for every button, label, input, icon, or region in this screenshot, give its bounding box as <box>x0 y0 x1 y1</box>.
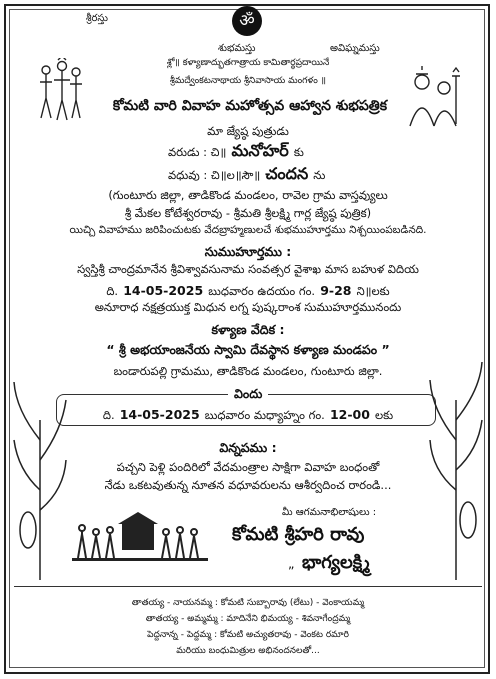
feast-line <box>0 404 496 425</box>
invite-heading: విన్నపము : <box>219 440 277 455</box>
bride-name: చందన <box>265 164 309 183</box>
invitation-title: కోమటి వారి వివాహ మహోత్సవ ఆహ్వాన శుభపత్రిక <box>112 98 388 114</box>
banana-plant-left-icon <box>12 380 68 580</box>
muhurtham-line-2 <box>0 280 496 301</box>
bride-parents: శ్రీ మేకల కోటేశ్వరరావు - శ్రీమతి శ్రీలక్ష్మి గార్ల జ్యేష్ఠ పుత్రిక) <box>124 206 372 220</box>
hosts-intro: మీ ఆగమనాభిలాషులు : <box>282 507 377 518</box>
invite-line-1: పచ్చని పెళ్లి పందిరిలో వేదమంత్రాల సాక్షిగా వివాహ బంధంతో <box>116 460 380 474</box>
banana-plant-right-icon <box>428 360 484 580</box>
wedding-procession-icon <box>70 510 210 572</box>
muhurtham-time: 9-28 <box>320 283 352 298</box>
host-ditto-mark: „ <box>288 556 295 571</box>
feast-time-suffix: లకు <box>375 408 394 422</box>
muhurtham-time-suffix: ని॥లకు <box>356 284 390 298</box>
om-symbol: ॐ <box>232 6 262 36</box>
blessing-right: అవిఘ్నమస్తు <box>330 43 380 54</box>
muhurtham-heading: సుముహూర్తము : <box>204 244 292 259</box>
shloka-line-1: శ్లో॥ కళ్యాణాద్భుతగాత్రాయ కామితార్థప్రదాయినే <box>166 58 330 68</box>
decision-line: యిచ్చి వివాహము జరిపించుటకు వేదబ్రాహ్మణులచే శుభముహూర్తము నిశ్చయింపబడినది. <box>69 224 427 236</box>
groom-intro: మా జ్యేష్ఠ పుత్రుడు <box>207 124 289 138</box>
venue-name: “ శ్రీ అభయాంజనేయ స్వామి దేవస్థాన కళ్యాణ మండపం ” <box>106 342 390 357</box>
footer-line-3: పెద్దనాన్న - పెద్దమ్మ : కోమటి అచ్యుతరావు - వెంకట రమారి <box>147 630 349 640</box>
bride-suffix: ను <box>313 168 326 182</box>
feast-date: 14-05-2025 <box>119 407 200 422</box>
blessing-left: శ్రీరస్తు <box>86 13 108 24</box>
host-name-2: భాగ్యలక్ష్మి <box>302 552 370 573</box>
bride-place: (గుంటూరు జిల్లా, తాడికొండ మండలం, రావెల గ్రామ వాస్తవ్యులు <box>108 188 388 202</box>
feast-time: 12-00 <box>329 407 370 422</box>
muhurtham-line-3: అనూరాధ నక్షత్రయుక్త మిధున లగ్న పుష్కరాంశ సుముహూర్తమునందు <box>94 300 402 314</box>
groom-name: మనోహర్ <box>231 141 289 160</box>
footer-divider <box>14 586 482 587</box>
host-name-1: కోమటి శ్రీహరి రావు <box>232 524 365 545</box>
venue-heading: కళ్యాణ వేదిక : <box>211 322 285 337</box>
groom-suffix: కు <box>293 145 304 159</box>
footer-line-4: మరియు బంధుమిత్రుల అభినందనలతో... <box>176 646 320 656</box>
venue-address: బండారుపల్లి గ్రామము, తాడికొండ మండలం, గుంటూరు జిల్లా. <box>113 364 383 378</box>
bride-prefix: వధువు : చి॥ల॥సౌ॥ <box>168 168 261 182</box>
feast-heading: విందు <box>228 386 268 405</box>
feast-date-prefix: ది. <box>102 408 115 422</box>
feast-day: బుధవారం మధ్యాహ్నం గం. <box>204 408 325 422</box>
muhurtham-date: 14-05-2025 <box>123 283 204 298</box>
blessing-center: శుభమస్తు <box>218 43 256 54</box>
rama-family-icon <box>32 58 84 124</box>
groom-line <box>168 141 304 164</box>
muhurtham-date-prefix: ది. <box>106 284 119 298</box>
shloka-line-2: శ్రీమద్వేంకటనాథాయ శ్రీనివాసాయ మంగళం ॥ <box>169 76 327 86</box>
invite-line-2: నేడు ఒకటవుతున్న నూతన వధూవరులను ఆశీర్వదించ రారండి... <box>104 478 392 492</box>
shiva-parvati-icon <box>402 66 462 128</box>
footer-line-2: తాతయ్య - అమ్మమ్మ : మాదినేని భిమయ్య - శివనాగేంద్రమ్మ <box>145 614 351 624</box>
bride-line <box>168 164 325 187</box>
muhurtham-day: బుధవారం ఉదయం గం. <box>208 284 316 298</box>
muhurtham-line-1: స్వస్తిశ్రీ చాంద్రమానేన శ్రీవిశ్వావసునామ సంవత్సర వైశాఖ మాస బహుళ విదియ <box>77 262 419 276</box>
footer-line-1: తాతయ్య - నాయనమ్మ : కోమటి సుబ్బారావు (లేటు) - వెంకాయమ్మ <box>131 598 365 608</box>
groom-prefix: వరుడు : చి॥ <box>168 145 227 159</box>
